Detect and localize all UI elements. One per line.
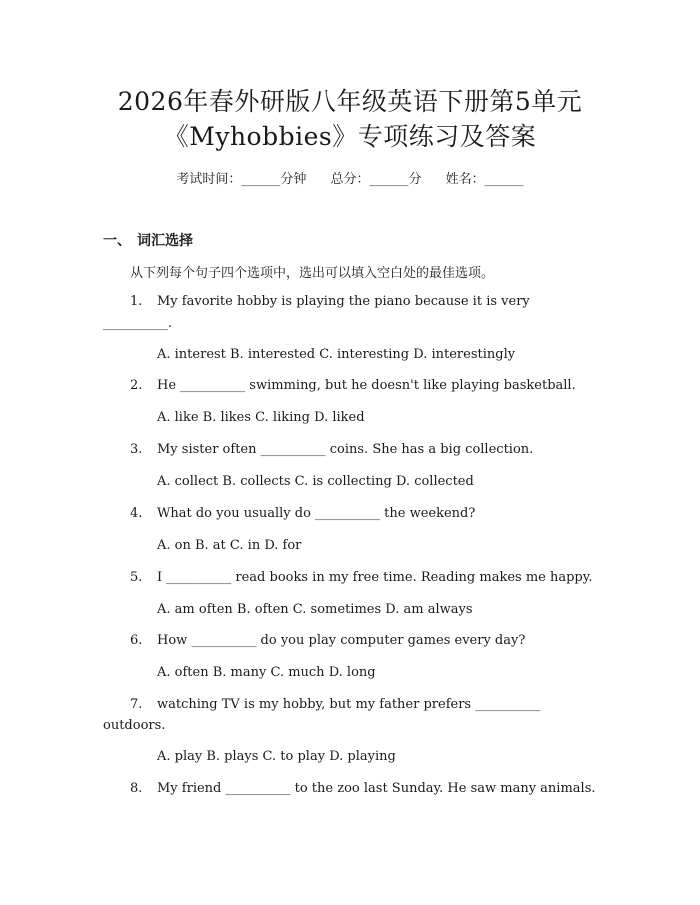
question-text: What do you usually do __________ the weekend?: [157, 506, 476, 521]
question-7-options: A. play B. plays C. to play D. playing: [157, 749, 396, 764]
question-text: I __________ read books in my free time. Reading makes me happy.: [157, 570, 593, 585]
document-title-line1: 2026年春外研版八年级英语下册第5单元: [117, 87, 583, 116]
question-4-options: A. on B. at C. in D. for: [157, 538, 302, 553]
question-text: How __________ do you play computer games every day?: [157, 633, 526, 648]
question-7: [130, 697, 540, 712]
question-5-options: A. am often B. often C. sometimes D. am always: [157, 602, 473, 617]
question-number: 1.: [130, 294, 143, 309]
document-title-line2: 《Myhobbies》专项练习及答案: [163, 122, 537, 151]
question-6: [130, 633, 525, 648]
section-number: 一、: [103, 233, 131, 249]
question-number: 4.: [130, 506, 143, 521]
question-6-options: A. often B. many C. much D. long: [157, 665, 376, 680]
exam-score-field: 总分：______分: [330, 172, 422, 187]
question-3: [130, 442, 533, 457]
question-number: 7.: [130, 697, 143, 712]
section-heading: [103, 230, 193, 250]
exam-time-field: 考试时间：______分钟: [176, 172, 307, 187]
question-text: My sister often __________ coins. She has a big collection.: [157, 442, 534, 457]
question-number: 2.: [130, 378, 143, 393]
question-text: My favorite hobby is playing the piano because it is very: [157, 294, 530, 309]
question-2: [130, 378, 576, 393]
question-number: 6.: [130, 633, 143, 648]
question-2-options: A. like B. likes C. liking D. liked: [157, 410, 365, 425]
question-7-continuation: outdoors.: [103, 718, 166, 733]
question-text: watching TV is my hobby, but my father prefers __________: [157, 697, 541, 712]
exam-info-line: [0, 168, 700, 187]
question-3-options: A. collect B. collects C. is collecting D. collected: [157, 474, 474, 489]
question-5: [130, 570, 593, 585]
exam-name-field: 姓名：______: [445, 172, 524, 187]
section-title: 词汇选择: [137, 233, 193, 249]
question-number: 8.: [130, 781, 143, 796]
question-text: My friend __________ to the zoo last Sunday. He saw many animals.: [157, 781, 596, 796]
question-1-options: A. interest B. interested C. interesting D. interestingly: [157, 347, 516, 362]
question-4: [130, 506, 475, 521]
question-number: 5.: [130, 570, 143, 585]
section-instruction: 从下列每个句子四个选项中，选出可以填入空白处的最佳选项。: [130, 266, 495, 281]
question-text: He __________ swimming, but he doesn't like playing basketball.: [157, 378, 576, 393]
question-1: [130, 294, 530, 309]
question-number: 3.: [130, 442, 143, 457]
question-1-continuation: __________.: [103, 316, 173, 331]
question-8: [130, 781, 596, 796]
